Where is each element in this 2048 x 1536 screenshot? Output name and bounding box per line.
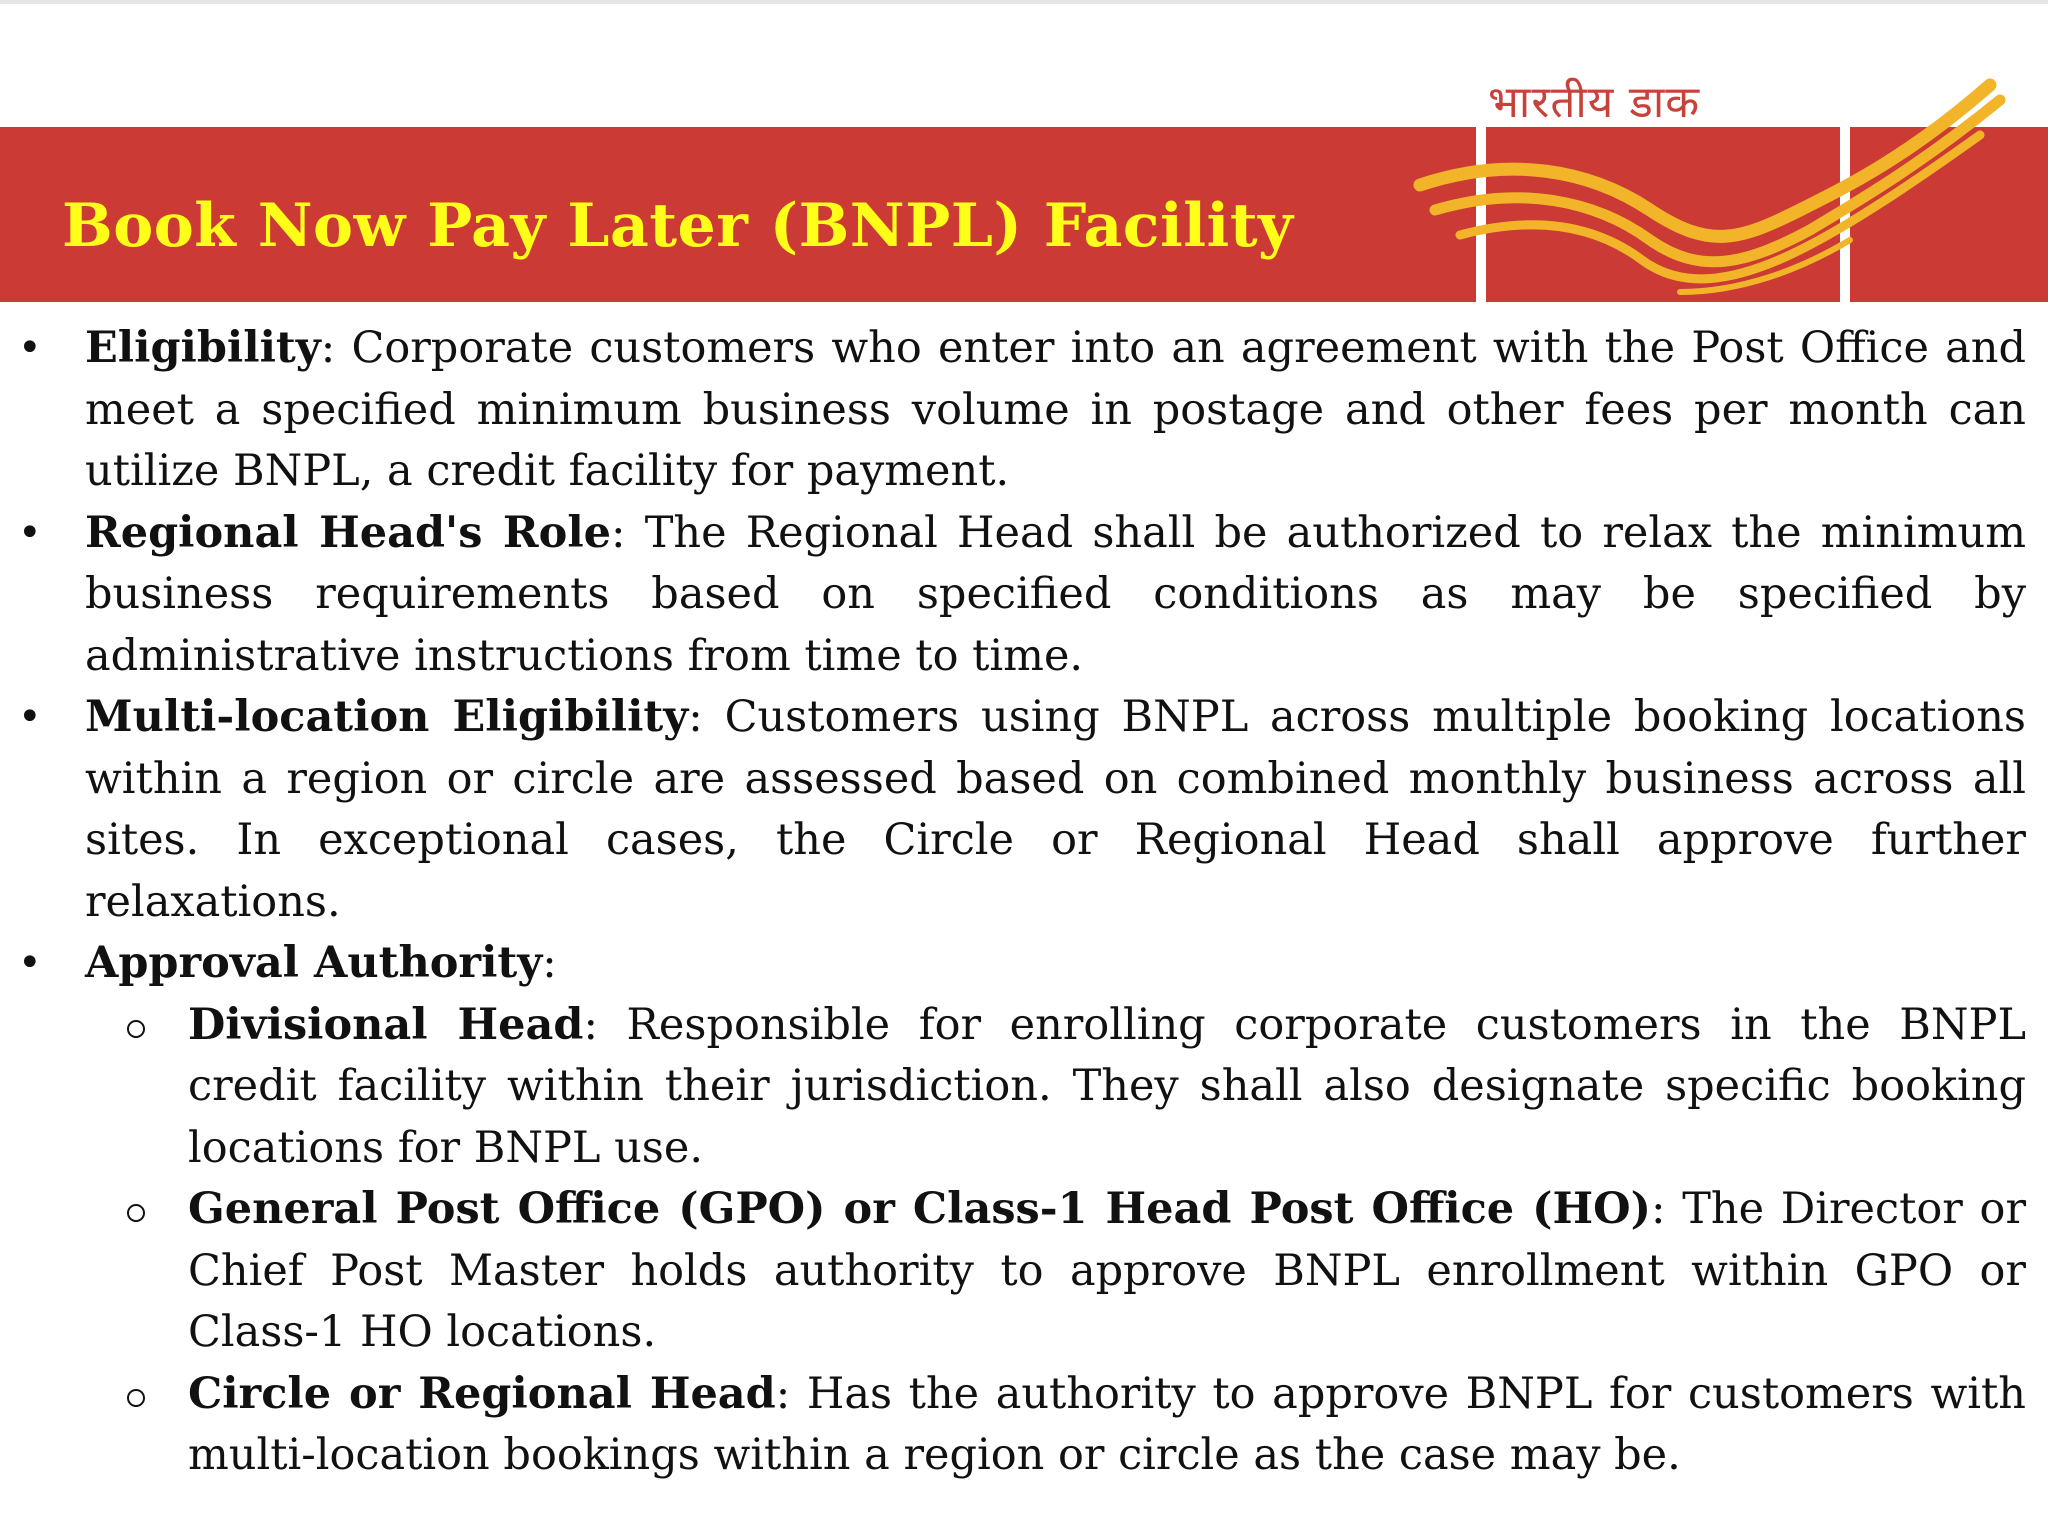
- sub-list: [85, 995, 2026, 1487]
- sub-item-circle-regional-head: [85, 1364, 2026, 1487]
- bullet-icon: •: [18, 325, 42, 371]
- bullet-list: [0, 318, 2048, 1487]
- sub-item-text: Has the authority to approve BNPL for customers with multi-location bookings within a region or circle as the case may be.: [188, 1368, 2026, 1480]
- circle-bullet-icon: [127, 1389, 145, 1407]
- sub-item-gpo-ho: [85, 1179, 2026, 1364]
- item-text: Customers using BNPL across multiple booking locations within a region or circle are assessed based on combined monthly business across all sites. In exceptional cases, the Circle or Regional Head shall approve further relaxations.: [85, 692, 2026, 927]
- circle-bullet-icon: [127, 1204, 145, 1222]
- bullet-icon: •: [18, 694, 42, 740]
- bullet-icon: •: [18, 509, 42, 556]
- top-border: [0, 0, 2048, 4]
- item-separator: :: [320, 323, 336, 373]
- sub-item-separator: :: [1650, 1184, 1666, 1234]
- sub-item-divisional-head: [85, 995, 2026, 1180]
- sub-item-term: General Post Office (GPO) or Class-1 Head Post Office (HO): [188, 1184, 1651, 1234]
- sub-item-text: The Director or Chief Post Master holds authority to approve BNPL enrollment within GPO or Class-1 HO locations.: [188, 1184, 2026, 1357]
- bullet-icon: •: [18, 940, 42, 986]
- list-item-regional-head-role: [0, 503, 2048, 688]
- india-post-logo: [1380, 60, 2048, 310]
- item-term: Regional Head's Role: [85, 507, 612, 558]
- sub-item-separator: :: [583, 999, 598, 1050]
- circle-bullet-icon: [127, 1020, 145, 1038]
- logo-text: भारतीय डाक: [1488, 77, 1701, 128]
- sub-item-separator: :: [775, 1368, 791, 1419]
- item-separator: :: [688, 692, 703, 742]
- item-separator: :: [542, 938, 557, 988]
- item-term: Multi-location Eligibility: [85, 692, 689, 742]
- sub-item-term: Circle or Regional Head: [188, 1368, 776, 1419]
- item-separator: :: [611, 507, 626, 558]
- item-term: Approval Authority: [85, 938, 543, 988]
- sub-item-text: Responsible for enrolling corporate customers in the BNPL credit facility within their jurisdiction. They shall also designate specific booking locations for BNPL use.: [188, 999, 2027, 1173]
- list-item-approval-authority: [0, 933, 2048, 1487]
- page-title: Book Now Pay Later (BNPL) Facility: [62, 191, 1294, 261]
- list-item-multi-location-eligibility: [0, 687, 2048, 933]
- item-term: Eligibility: [85, 323, 321, 373]
- item-text: Corporate customers who enter into an agreement with the Post Office and meet a specified minimum business volume in postage and other fees per month can utilize BNPL, a credit facility for payment.: [85, 323, 2026, 496]
- list-item-eligibility: [0, 318, 2048, 503]
- india-post-logo-icon: [1380, 60, 2048, 310]
- content-body: [0, 318, 2048, 1487]
- item-text: The Regional Head shall be authorized to relax the minimum business requirements based on specified conditions as may be specified by administrative instructions from time to time.: [85, 507, 2026, 681]
- sub-item-term: Divisional Head: [188, 999, 584, 1050]
